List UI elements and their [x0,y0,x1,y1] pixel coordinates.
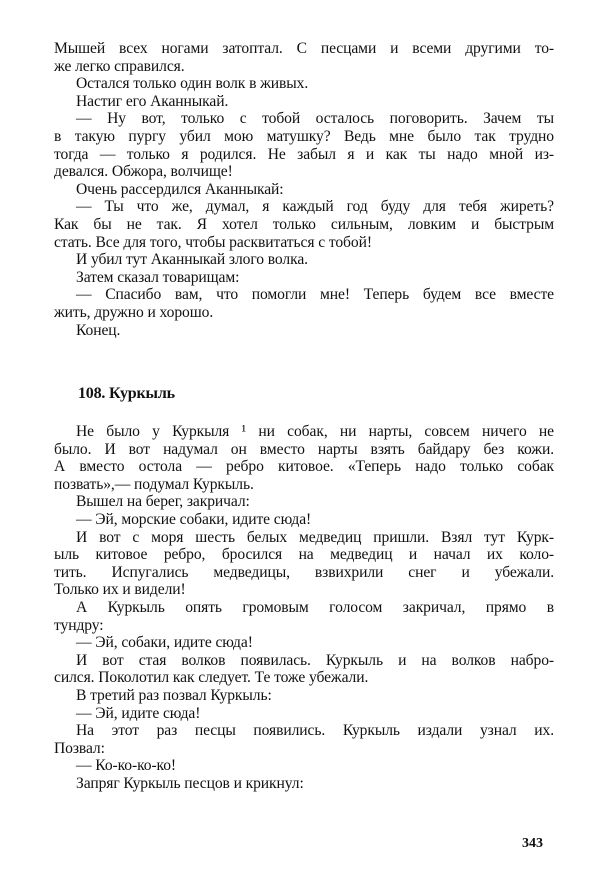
text-line: Мышей всех ногами затоптал. С песцами и всеми другими то- [54,40,554,57]
text-line: жить, дружно и хорошо. [54,303,214,321]
text-line: Только их и видели! [54,581,186,599]
page-number: 343 [522,836,543,851]
text-line: — Эй, идите сюда! [76,704,201,722]
text-line: Настиг его Аканныкай. [76,92,229,110]
text-line: стать. Все для того, чтобы расквитаться с тобой! [54,233,372,251]
text-line: И вот стая волков появилась. Куркыль и на волков набро- [76,651,554,669]
text-line: тогда — только я родился. Не забыл я и как ты надо мной из- [54,145,554,163]
text-line: Как бы не так. Я хотел только сильным, ловким и быстрым [54,215,554,233]
text-line: — Ну вот, только с тобой осталось поговорить. Зачем ты [76,110,554,128]
text-line: позвать»,— подумал Куркыль. [54,475,254,493]
text-line: было. И вот надумал он вместо нарты взять байдару без кожи. [54,440,554,458]
text-line: Остался только один волк в живых. [76,75,309,93]
text-line: А Куркыль опять громовым голосом закричал, прямо в [76,598,554,616]
text-line: Позвал: [54,739,105,757]
text-line: Не было у Куркыля ¹ ни собак, ни нарты, совсем ничего не [76,423,554,440]
text-line: в такую пургу убил мою матушку? Ведь мне было так трудно [54,127,554,145]
text-line: На этот раз песцы появились. Куркыль издали узнал их. [76,722,554,740]
text-line: Запряг Куркыль песцов и крикнул: [76,774,304,792]
text-line: И убил тут Аканныкай злого волка. [76,251,308,269]
text-line: Конец. [76,321,121,339]
text-line: Затем сказал товарищам: [76,268,240,286]
text-line: А вместо остола — ребро китовое. «Теперь надо только собак [54,458,554,476]
text-line: Вышел на берег, закричал: [76,493,250,511]
text-line: — Ко-ко-ко-ко! [76,757,177,775]
text-line: тундру: [54,616,104,634]
text-line: — Спасибо вам, что помогли мне! Теперь будем все вместе [76,286,554,304]
text-line: Очень рассердился Аканныкай: [76,180,284,198]
text-line: ыль китовое ребро, бросился на медведиц и начал их коло- [54,546,554,564]
text-line: же легко справился. [54,57,185,75]
text-line: тить. Испугались медведицы, взвихрили снег и убежали. [54,563,554,581]
text-line: В третий раз позвал Куркыль: [76,686,272,704]
text-line: — Ты что же, думал, я каждый год буду для тебя жиреть? [76,198,554,216]
text-line: девался. Обжора, волчище! [54,163,233,181]
text-line: — Эй, собаки, идите сюда! [76,634,253,652]
text-line: — Эй, морские собаки, идите сюда! [76,510,312,528]
story-kurkyl-text [54,423,554,792]
story-ending-text [54,40,554,339]
section-title: 108. Куркыль [78,385,175,402]
text-line: сился. Поколотил как следует. Те тоже убежали. [54,669,369,687]
text-line: И вот с моря шесть белых медведиц пришли. Взял тут Курк- [76,528,554,546]
